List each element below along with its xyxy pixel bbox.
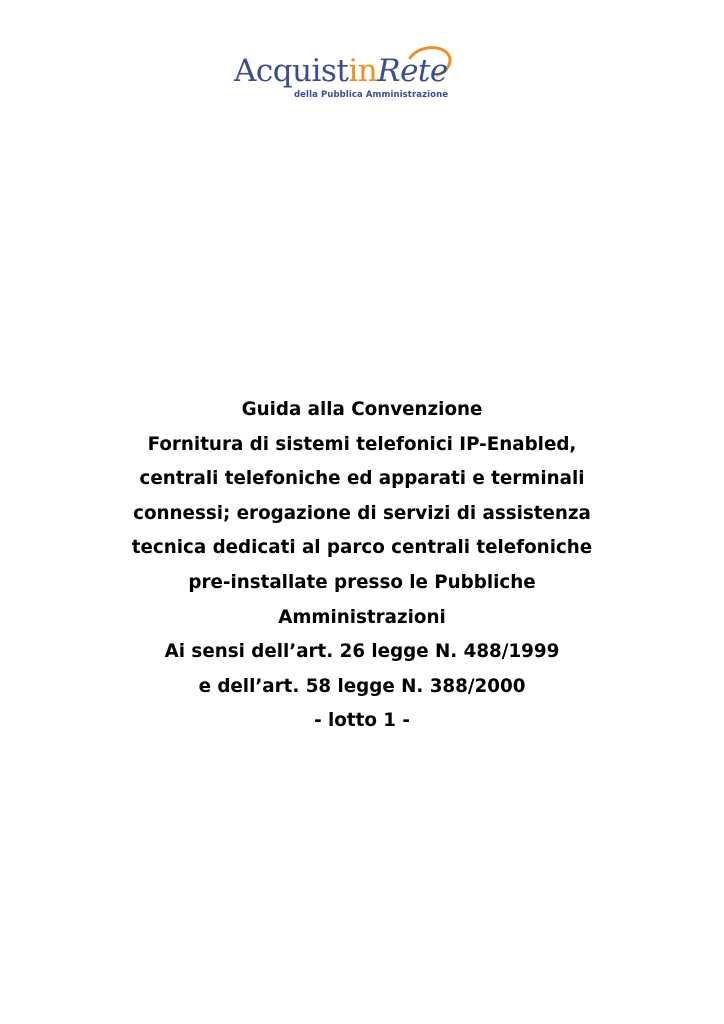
logo-word-acquist: Acquist — [234, 53, 349, 89]
title-line-subject-6: Amministrazioni — [278, 606, 446, 628]
logo-word-rete: Rete — [377, 53, 448, 89]
title-line-subject-2: centrali telefoniche ed apparati e terminali — [139, 468, 585, 490]
title-line-subject-3: connessi; erogazione di servizi di assistenza — [133, 502, 591, 524]
logo-wordmark — [234, 54, 448, 88]
title-line-subject-5: pre-installate presso le Pubbliche — [188, 571, 536, 593]
acquistinrete-logo — [234, 44, 454, 108]
logo-word-in: in — [348, 53, 378, 89]
logo-subtitle: della Pubblica Amministrazione — [294, 90, 449, 100]
title-line-subject-1: Fornitura di sistemi telefonici IP-Enabled, — [147, 433, 577, 455]
title-line-subject-4: tecnica dedicati al parco centrali telefoniche — [131, 537, 593, 559]
title-line-legal-ref-1: Ai sensi dell’art. 26 legge N. 488/1999 — [164, 641, 560, 663]
title-line-legal-ref-2: e dell’art. 58 legge N. 388/2000 — [198, 675, 526, 697]
title-line-lot: - lotto 1 - — [314, 710, 410, 732]
title-line-guide: Guida alla Convenzione — [241, 399, 483, 420]
document-title — [0, 393, 724, 739]
